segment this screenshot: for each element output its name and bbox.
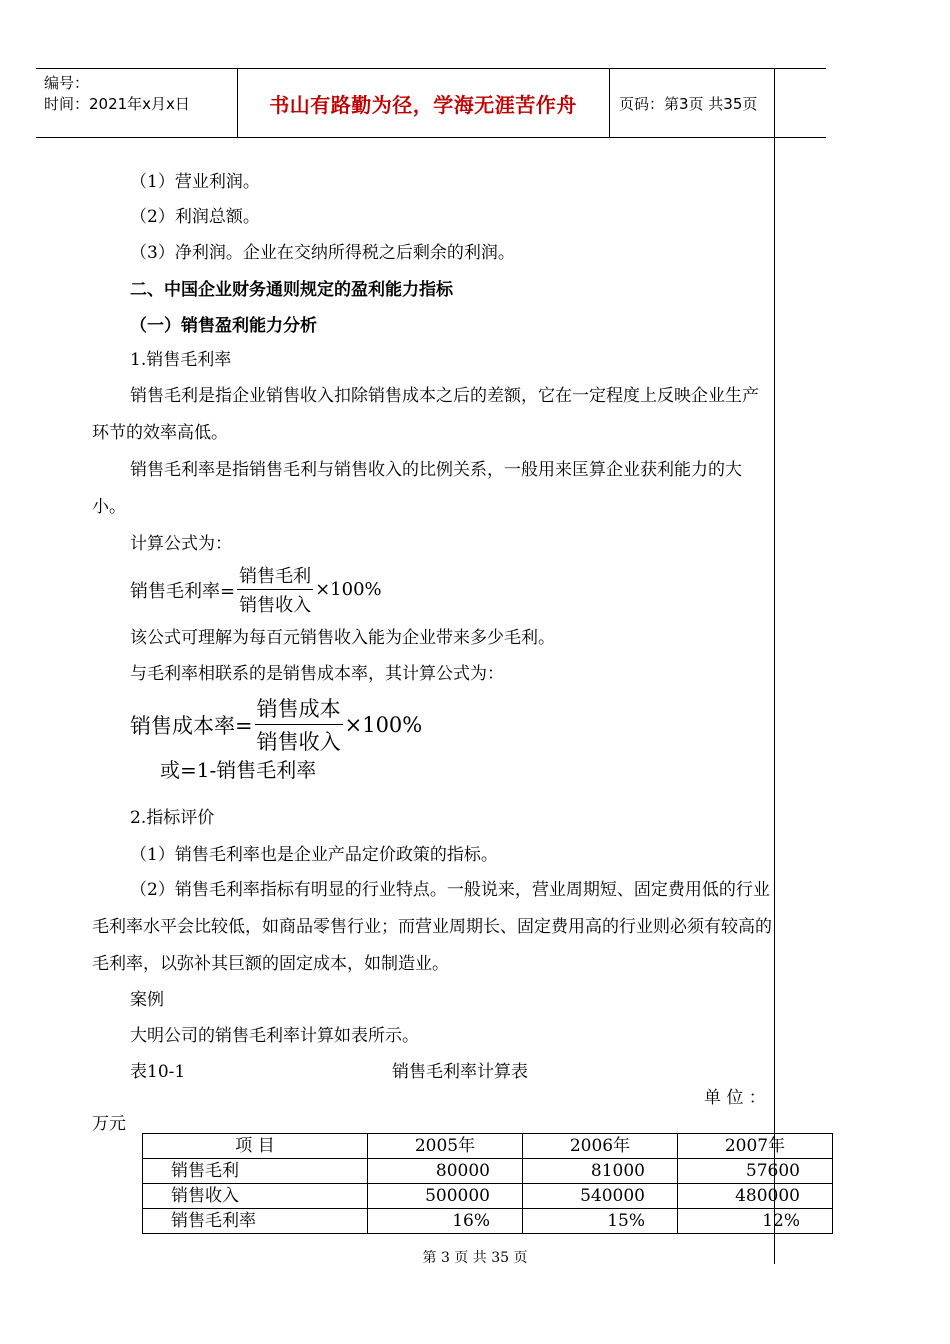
formula-gross-margin xyxy=(130,562,382,617)
formula-cost-rate xyxy=(130,693,422,756)
table-cell: 480000 xyxy=(678,1184,833,1209)
page-border-line xyxy=(774,68,775,1264)
table-header-cell: 项 目 xyxy=(143,1134,368,1159)
table-cell: 57600 xyxy=(678,1159,833,1184)
case-text: 大明公司的销售毛利率计算如表所示。 xyxy=(130,1026,419,1046)
page-header xyxy=(36,68,826,138)
subheading-evaluation: 2.指标评价 xyxy=(130,808,215,828)
formula-tail: ×100% xyxy=(344,712,423,737)
time-label: 时间：2021年x月x日 xyxy=(44,95,190,113)
subsection-heading: （一）销售盈利能力分析 xyxy=(130,316,317,336)
table-cell: 销售毛利率 xyxy=(143,1209,368,1234)
formula-lhs: 销售毛利率= xyxy=(130,580,236,602)
formula-denominator: 销售收入 xyxy=(239,595,312,616)
code-label: 编号： xyxy=(44,74,90,92)
header-motto: 书山有路勤为径，学海无涯苦作舟 xyxy=(269,92,577,117)
formula-numerator: 销售成本 xyxy=(255,693,343,725)
formula-fraction xyxy=(255,693,343,756)
page-footer: 第 3 页 共 35 页 xyxy=(422,1250,528,1266)
table-cell: 15% xyxy=(523,1209,678,1234)
table-header-cell: 2005年 xyxy=(368,1134,523,1159)
formula-tail: ×100% xyxy=(315,579,382,600)
table-row xyxy=(143,1159,833,1184)
table-cell: 80000 xyxy=(368,1159,523,1184)
table-row xyxy=(143,1184,833,1209)
list-item-total-profit: （2）利润总额。 xyxy=(130,207,260,227)
table-row xyxy=(143,1209,833,1234)
gross-margin-table xyxy=(142,1133,833,1234)
evaluation-item-1: （1）销售毛利率也是企业产品定价政策的指标。 xyxy=(130,845,498,865)
table-header-cell: 2006年 xyxy=(523,1134,678,1159)
table-cell: 12% xyxy=(678,1209,833,1234)
table-cell: 540000 xyxy=(523,1184,678,1209)
formula-numerator: 销售毛利 xyxy=(237,562,313,590)
paragraph-gross-profit-def: 销售毛利是指企业销售收入扣除销售成本之后的差额，它在一定程度上反映企业生产环节的效率高低。 xyxy=(92,386,759,443)
table-cell: 销售毛利 xyxy=(143,1159,368,1184)
header-divider xyxy=(609,69,610,137)
table-number: 表10-1 xyxy=(130,1062,186,1082)
section-heading: 二、中国企业财务通则规定的盈利能力指标 xyxy=(130,280,453,300)
table-cell: 500000 xyxy=(368,1184,523,1209)
table-title: 销售毛利率计算表 xyxy=(392,1062,528,1082)
paragraph-cost-rate-intro: 与毛利率相联系的是销售成本率，其计算公式为： xyxy=(130,664,504,684)
formula-lhs: 销售成本率= xyxy=(130,713,253,738)
evaluation-item-2: （2）销售毛利率指标有明显的行业特点。一般说来，营业周期短、固定费用低的行业毛利率水平会比较低，如商品零售行业；而营业周期长、固定费用高的行业则必须有较高的毛利率，以弥补其巨额的固定成本，如制造业。 xyxy=(92,880,772,974)
paragraph-formula-note: 该公式可理解为每百元销售收入能为企业带来多少毛利。 xyxy=(130,628,555,648)
table-cell: 16% xyxy=(368,1209,523,1234)
table-cell: 销售收入 xyxy=(143,1184,368,1209)
table-header-cell: 2007年 xyxy=(678,1134,833,1159)
subheading-gross-margin: 1.销售毛利率 xyxy=(130,350,232,370)
table-header-row xyxy=(143,1134,833,1159)
list-item-net-profit: （3）净利润。企业在交纳所得税之后剩余的利润。 xyxy=(130,243,515,263)
formula-alternative: 或=1-销售毛利率 xyxy=(160,758,317,782)
header-page-info: 页码：第3页 共35页 xyxy=(619,94,758,113)
unit-label: 单 位 ： xyxy=(704,1088,766,1108)
table-cell: 81000 xyxy=(523,1159,678,1184)
calc-label: 计算公式为： xyxy=(130,534,232,554)
formula-denominator: 销售收入 xyxy=(256,730,341,754)
formula-fraction xyxy=(237,562,313,617)
paragraph-gross-margin-def: 销售毛利率是指销售毛利与销售收入的比例关系，一般用来匡算企业获利能力的大小。 xyxy=(92,460,742,517)
case-label: 案例 xyxy=(130,990,164,1010)
unit-value: 万元 xyxy=(92,1114,126,1134)
header-meta xyxy=(44,73,190,115)
list-item-operating-profit: （1）营业利润。 xyxy=(130,172,260,192)
